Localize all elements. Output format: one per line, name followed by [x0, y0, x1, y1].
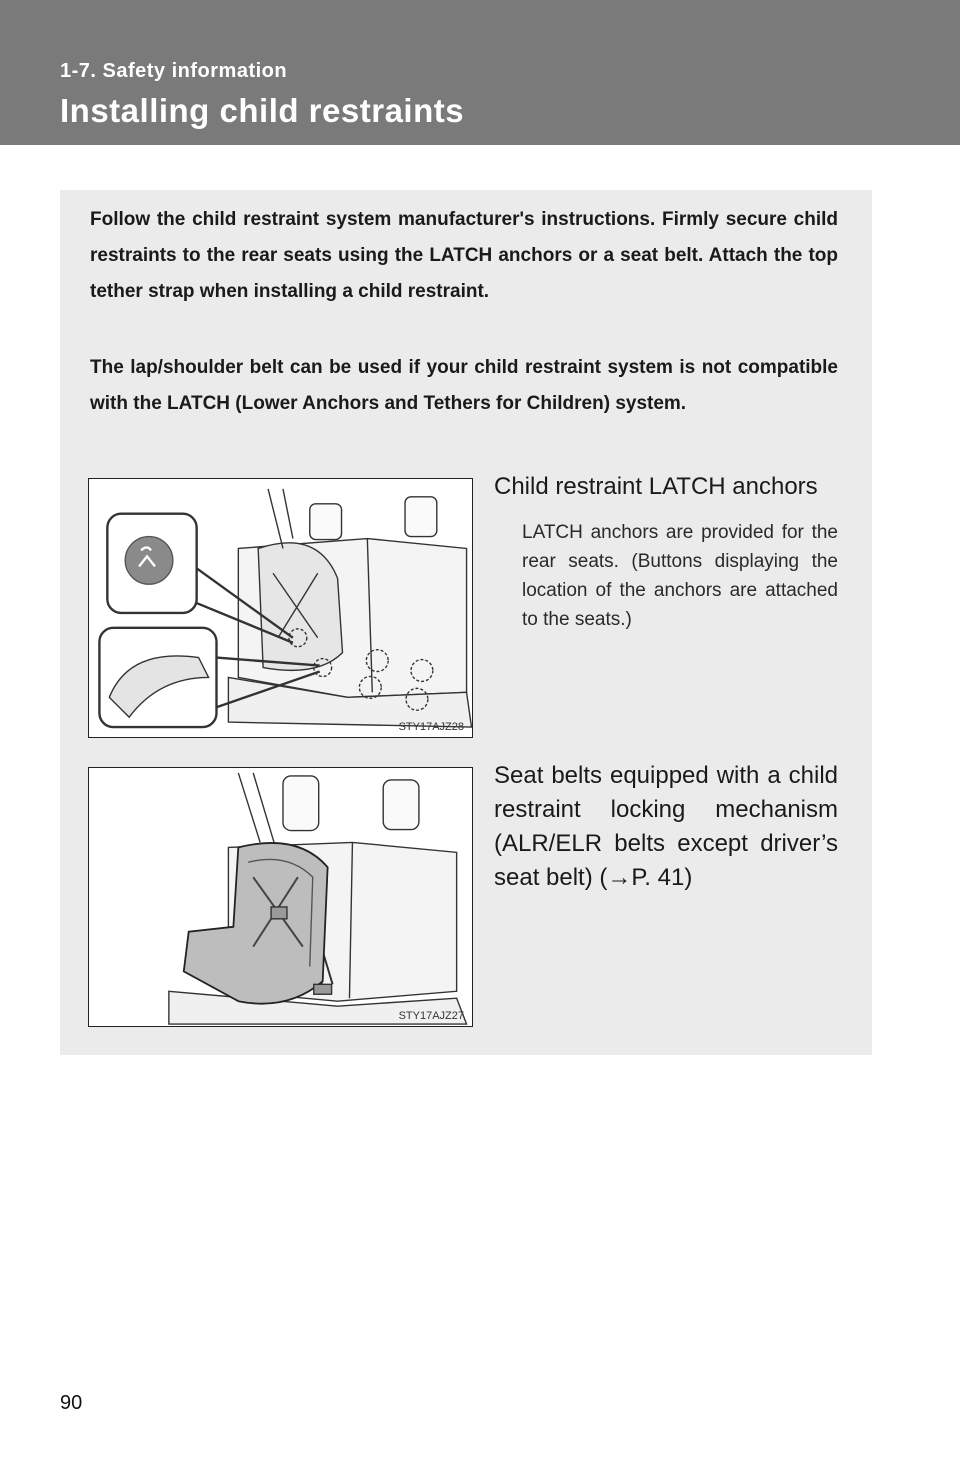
seat-belt-title: Seat belts equipped with a child restraint locking mechanism (ALR/ELR belts except driver’s seat belt) (→P. 41)	[494, 762, 838, 891]
intro-paragraph-1: Follow the child restraint system manufacturer's instructions. Firmly secure child restraints to the rear seats using the LATCH anchors or a seat belt. Attach the top tether strap when installing a child restraint.	[90, 209, 838, 302]
page-header	[0, 0, 960, 145]
latch-anchors-illustration	[88, 478, 473, 738]
section-label: 1-7. Safety information	[60, 60, 288, 82]
seat-belt-illustration	[88, 767, 473, 1027]
figure-code: STY17AJZ27	[398, 1010, 464, 1022]
latch-anchors-title: Child restraint LATCH anchors	[494, 473, 818, 500]
figure-code: STY17AJZ28	[398, 721, 464, 733]
page-title: Installing child restraints	[60, 92, 465, 129]
intro-paragraph-2: The lap/shoulder belt can be used if your child restraint system is not compatible with the LATCH (Lower Anchors and Tethers for Children) system.	[90, 357, 838, 414]
page-number: 90	[60, 1392, 83, 1414]
latch-anchors-description: LATCH anchors are provided for the rear seats. (Buttons displaying the location of the anchors are attached to the seats.)	[522, 522, 838, 630]
